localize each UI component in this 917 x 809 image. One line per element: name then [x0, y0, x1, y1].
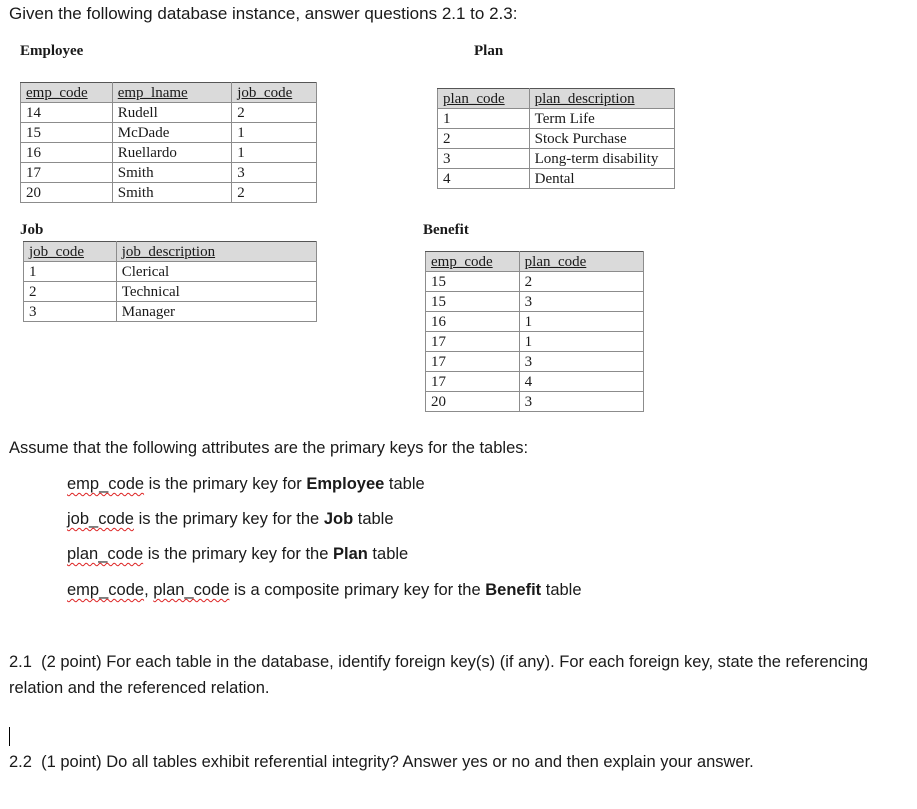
plan-table-label: Plan: [474, 43, 504, 59]
plan-header-cell: plan_code: [438, 89, 530, 109]
employee-cell: McDade: [112, 123, 232, 143]
table-row: [426, 372, 644, 392]
pk-benefit-attr1: emp_code: [67, 581, 145, 599]
table-row: [426, 292, 644, 312]
employee-cell: Smith: [112, 183, 232, 203]
pk-employee-table: Employee: [306, 475, 385, 493]
table-row: [426, 312, 644, 332]
employee-table: [20, 82, 317, 203]
employee-cell: 16: [21, 143, 113, 163]
table-row: [426, 332, 644, 352]
benefit-cell: 17: [426, 372, 520, 392]
benefit-cell: 17: [426, 352, 520, 372]
benefit-header-row: [426, 252, 644, 272]
assume-text: Assume that the following attributes are the primary keys for the tables:: [9, 439, 529, 457]
job-header-row: [24, 242, 317, 262]
table-row: [21, 103, 317, 123]
employee-table-label: Employee: [20, 43, 84, 59]
question-2-2-number: 2.2: [9, 753, 32, 771]
pk-job-attr: job_code: [67, 510, 134, 528]
plan-cell: Stock Purchase: [529, 129, 674, 149]
employee-cell: 3: [232, 163, 317, 183]
benefit-table: [425, 251, 644, 412]
benefit-cell: 3: [519, 292, 643, 312]
pk-job-line: job_code is the primary key for the Job table: [67, 510, 394, 528]
pk-job-table: Job: [323, 510, 354, 528]
pk-benefit-line: emp_code, plan_code is a composite primary key for the Benefit table: [67, 581, 582, 599]
employee-cell: 1: [232, 123, 317, 143]
plan-cell: 2: [438, 129, 530, 149]
table-row: [438, 129, 675, 149]
job-cell: Technical: [116, 282, 316, 302]
job-cell: 3: [24, 302, 117, 322]
pk-employee-line: emp_code is the primary key for Employee table: [67, 475, 425, 493]
question-2-1-text: (2 point) For each table in the database, identify foreign key(s) (if any). For each foreign key, state the referencing relation and the referenced relation.: [9, 653, 869, 697]
question-2-1: [9, 649, 889, 701]
benefit-table-label: Benefit: [423, 222, 469, 238]
job-cell: Clerical: [116, 262, 316, 282]
benefit-cell: 1: [519, 312, 643, 332]
plan-cell: 1: [438, 109, 530, 129]
employee-cell: Rudell: [112, 103, 232, 123]
job-table: [23, 241, 317, 322]
benefit-cell: 3: [519, 392, 643, 412]
table-row: [21, 143, 317, 163]
employee-cell: Smith: [112, 163, 232, 183]
employee-cell: 2: [232, 103, 317, 123]
benefit-cell: 3: [519, 352, 643, 372]
table-row: [438, 169, 675, 189]
plan-cell: Long-term disability: [529, 149, 674, 169]
job-header-cell: job_description: [116, 242, 316, 262]
pk-plan-attr: plan_code: [67, 545, 144, 563]
table-row: [426, 392, 644, 412]
pk-employee-attr: emp_code: [67, 475, 145, 493]
table-row: [426, 272, 644, 292]
job-cell: 2: [24, 282, 117, 302]
employee-header-row: [21, 83, 317, 103]
employee-header-cell: emp_code: [21, 83, 113, 103]
question-2-2: [9, 749, 889, 775]
question-2-2-text: (1 point) Do all tables exhibit referential integrity? Answer yes or no and then explain your answer.: [41, 753, 754, 771]
benefit-cell: 16: [426, 312, 520, 332]
intro-text: Given the following database instance, answer questions 2.1 to 2.3:: [9, 4, 518, 23]
table-row: [21, 163, 317, 183]
plan-header-cell: plan_description: [529, 89, 674, 109]
benefit-header-cell: plan_code: [519, 252, 643, 272]
table-row: [24, 262, 317, 282]
employee-cell: 14: [21, 103, 113, 123]
job-cell: 1: [24, 262, 117, 282]
job-header-cell: job_code: [24, 242, 117, 262]
pk-benefit-table: Benefit: [485, 581, 542, 599]
benefit-header-cell: emp_code: [426, 252, 520, 272]
employee-cell: Ruellardo: [112, 143, 232, 163]
plan-table: [437, 88, 675, 189]
plan-cell: 3: [438, 149, 530, 169]
table-row: [438, 109, 675, 129]
text-cursor: [9, 727, 10, 746]
benefit-cell: 1: [519, 332, 643, 352]
pk-plan-table: Plan: [332, 545, 368, 563]
table-row: [438, 149, 675, 169]
employee-cell: 20: [21, 183, 113, 203]
table-row: [426, 352, 644, 372]
plan-header-row: [438, 89, 675, 109]
employee-cell: 17: [21, 163, 113, 183]
table-row: [21, 183, 317, 203]
plan-cell: Term Life: [529, 109, 674, 129]
employee-cell: 15: [21, 123, 113, 143]
job-cell: Manager: [116, 302, 316, 322]
benefit-cell: 2: [519, 272, 643, 292]
job-table-label: Job: [20, 222, 44, 238]
employee-cell: 1: [232, 143, 317, 163]
benefit-cell: 4: [519, 372, 643, 392]
benefit-cell: 20: [426, 392, 520, 412]
benefit-cell: 17: [426, 332, 520, 352]
plan-cell: 4: [438, 169, 530, 189]
benefit-cell: 15: [426, 272, 520, 292]
employee-header-cell: job_code: [232, 83, 317, 103]
table-row: [24, 282, 317, 302]
plan-cell: Dental: [529, 169, 674, 189]
question-2-1-number: 2.1: [9, 653, 32, 671]
table-row: [24, 302, 317, 322]
employee-header-cell: emp_lname: [112, 83, 232, 103]
table-row: [21, 123, 317, 143]
employee-cell: 2: [232, 183, 317, 203]
pk-plan-line: plan_code is the primary key for the Plan table: [67, 545, 409, 563]
pk-benefit-attr2: plan_code: [153, 581, 230, 599]
benefit-cell: 15: [426, 292, 520, 312]
